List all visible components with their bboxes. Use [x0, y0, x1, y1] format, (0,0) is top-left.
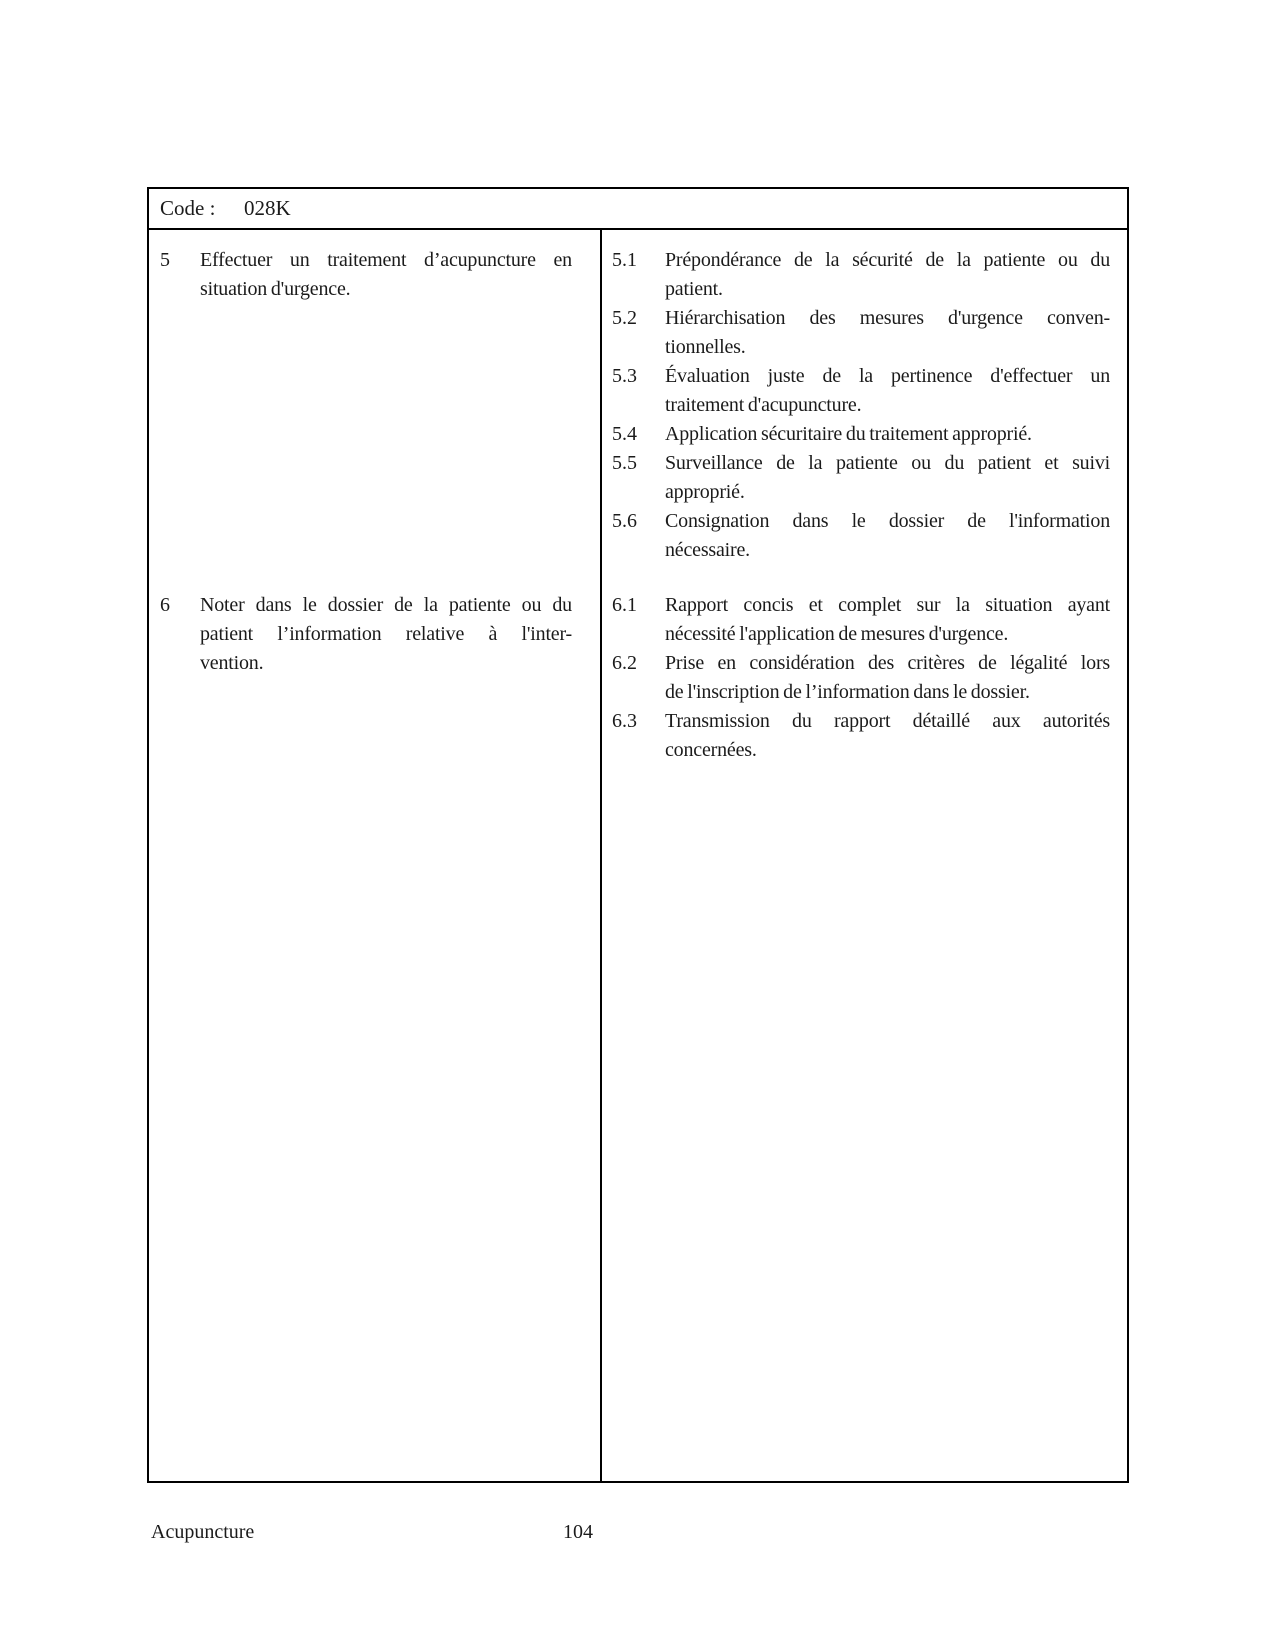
- text-line: patient l’information relative à l'inter-: [200, 623, 572, 645]
- column-divider: [600, 230, 602, 1481]
- criterion-item: [612, 362, 1110, 420]
- criteria-cell-5: [601, 246, 1127, 565]
- text-line: tionnelles.: [665, 336, 746, 358]
- text-line: Transmission du rapport détaillé aux autorités: [665, 710, 1110, 732]
- item-number: 5.3: [612, 365, 637, 387]
- criterion-item: [612, 420, 1110, 449]
- item-text: [665, 246, 1110, 304]
- code-value: 028K: [244, 196, 291, 220]
- competency-cell-6: [149, 591, 601, 765]
- competency-table: [147, 187, 1129, 1483]
- item-number: 5.4: [612, 423, 637, 445]
- criterion-item: [612, 449, 1110, 507]
- item-text: [665, 649, 1110, 707]
- text-line: Surveillance de la patiente ou du patient et suivi: [665, 452, 1110, 474]
- text-line: Consignation dans le dossier de l'information: [665, 510, 1110, 532]
- code-label: Code :: [160, 196, 216, 220]
- competency-item: [160, 246, 572, 304]
- text-line: situation d'urgence.: [200, 278, 351, 300]
- criteria-cell-6: [601, 591, 1127, 765]
- item-number: 6.2: [612, 652, 637, 674]
- text-line: traitement d'acupuncture.: [665, 394, 862, 416]
- text-line: Application sécuritaire du traitement approprié.: [665, 423, 1032, 445]
- text-line: Effectuer un traitement d’acupuncture en: [200, 249, 572, 271]
- text-line: Rapport concis et complet sur la situation ayant: [665, 594, 1110, 616]
- text-line: approprié.: [665, 481, 745, 503]
- footer-document-title: Acupuncture: [151, 1521, 255, 1543]
- item-text: [665, 420, 1110, 449]
- text-line: vention.: [200, 652, 264, 674]
- text-line: patient.: [665, 278, 723, 300]
- text-line: Prépondérance de la sécurité de la patiente ou du: [665, 249, 1110, 271]
- text-line: Hiérarchisation des mesures d'urgence conven-: [665, 307, 1110, 329]
- text-line: Prise en considération des critères de légalité lors: [665, 652, 1110, 674]
- criterion-item: [612, 304, 1110, 362]
- item-number: 5.1: [612, 249, 637, 271]
- item-text: [665, 304, 1110, 362]
- item-number: 5.2: [612, 307, 637, 329]
- criterion-item: [612, 649, 1110, 707]
- criterion-item: [612, 507, 1110, 565]
- competency-cell-5: [149, 246, 601, 565]
- text-line: Évaluation juste de la pertinence d'effectuer un: [665, 365, 1110, 387]
- code-header: [149, 189, 1127, 230]
- item-text: [200, 591, 572, 678]
- item-number: 5: [160, 249, 170, 271]
- item-text: [665, 362, 1110, 420]
- page-number: 104: [563, 1521, 593, 1543]
- table-body: [149, 230, 1127, 1481]
- item-text: [665, 507, 1110, 565]
- text-line: de l'inscription de l’information dans le dossier.: [665, 681, 1030, 703]
- item-text: [200, 246, 572, 304]
- item-text: [665, 591, 1110, 649]
- item-text: [665, 707, 1110, 765]
- text-line: Noter dans le dossier de la patiente ou du: [200, 594, 572, 616]
- item-number: 5.6: [612, 510, 637, 532]
- item-number: 6.1: [612, 594, 637, 616]
- text-line: concernées.: [665, 739, 757, 761]
- criterion-item: [612, 707, 1110, 765]
- criterion-item: [612, 591, 1110, 649]
- item-number: 5.5: [612, 452, 637, 474]
- item-number: 6: [160, 594, 170, 616]
- competency-item: [160, 591, 572, 678]
- criterion-item: [612, 246, 1110, 304]
- text-line: nécessaire.: [665, 539, 750, 561]
- item-text: [665, 449, 1110, 507]
- item-number: 6.3: [612, 710, 637, 732]
- text-line: nécessité l'application de mesures d'urgence.: [665, 623, 1009, 645]
